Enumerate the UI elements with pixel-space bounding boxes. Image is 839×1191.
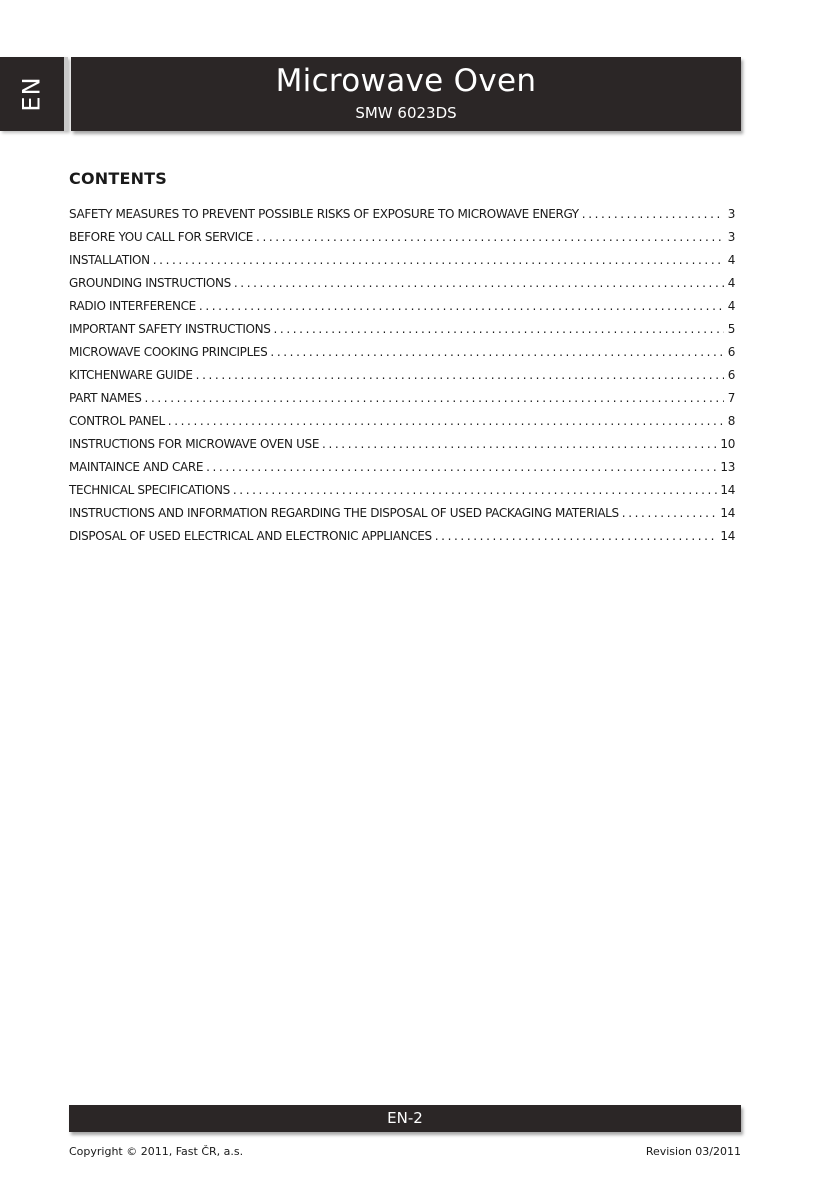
toc-leader-dots [622,506,718,520]
toc-leader-dots [256,230,724,244]
toc-entry-title: SAFETY MEASURES TO PREVENT POSSIBLE RISKS OF EXPOSURE TO MICROWAVE ENERGY [69,207,579,221]
page-number: EN-2 [387,1109,423,1127]
toc-entry-title: TECHNICAL SPECIFICATIONS [69,483,230,497]
toc-entry-title: RADIO INTERFERENCE [69,299,196,313]
document-title: Microwave Oven [275,63,537,99]
toc-entry[interactable] [69,483,735,506]
toc-entry-title: INSTALLATION [69,253,150,267]
toc-entry[interactable] [69,230,735,253]
page-number-bar [69,1105,741,1132]
toc-entry-page: 6 [727,345,735,359]
toc-entry-page: 5 [727,322,735,336]
toc-entry-title: DISPOSAL OF USED ELECTRICAL AND ELECTRONIC APPLIANCES [69,529,432,543]
toc-entry-page: 4 [727,299,735,313]
language-tab [0,57,68,131]
toc-entry-page: 14 [720,529,735,543]
copyright-text: Copyright © 2011, Fast ČR, a.s. [69,1145,244,1158]
toc-leader-dots [145,391,724,405]
toc-entry-page: 6 [727,368,735,382]
toc-leader-dots [168,414,724,428]
toc-entry-page: 4 [727,253,735,267]
model-number: SMW 6023DS [355,104,457,122]
toc-entry-page: 3 [727,230,735,244]
toc-entry-page: 7 [727,391,735,405]
language-label: EN [18,76,46,112]
revision-text: Revision 03/2011 [645,1145,741,1158]
toc-entry-page: 13 [720,460,735,474]
toc-entry[interactable] [69,437,735,460]
toc-leader-dots [274,322,725,336]
toc-entry[interactable] [69,368,735,391]
toc-entry[interactable] [69,414,735,437]
table-of-contents [69,207,735,552]
toc-entry[interactable] [69,322,735,345]
toc-entry-page: 3 [727,207,735,221]
toc-entry-title: BEFORE YOU CALL FOR SERVICE [69,230,254,244]
toc-leader-dots [234,276,724,290]
toc-entry[interactable] [69,207,735,230]
toc-entry-title: INSTRUCTIONS FOR MICROWAVE OVEN USE [69,437,320,451]
toc-leader-dots [322,437,717,451]
toc-entry-title: MICROWAVE COOKING PRINCIPLES [69,345,268,359]
toc-entry-title: INSTRUCTIONS AND INFORMATION REGARDING THE DISPOSAL OF USED PACKAGING MATERIALS [69,506,619,520]
contents-heading: CONTENTS [69,169,168,188]
toc-entry[interactable] [69,460,735,483]
toc-leader-dots [199,299,724,313]
toc-entry[interactable] [69,391,735,414]
toc-entry-title: IMPORTANT SAFETY INSTRUCTIONS [69,322,271,336]
toc-entry-title: PART NAMES [69,391,142,405]
toc-leader-dots [196,368,724,382]
toc-leader-dots [435,529,718,543]
toc-leader-dots [206,460,717,474]
toc-leader-dots [270,345,724,359]
toc-entry[interactable] [69,299,735,322]
toc-leader-dots [153,253,724,267]
toc-entry[interactable] [69,506,735,529]
toc-entry[interactable] [69,529,735,552]
toc-entry-title: CONTROL PANEL [69,414,165,428]
toc-entry-title: GROUNDING INSTRUCTIONS [69,276,231,290]
toc-entry[interactable] [69,345,735,368]
toc-entry-title: MAINTAINCE AND CARE [69,460,204,474]
toc-entry-page: 14 [720,506,735,520]
toc-entry-page: 10 [720,437,735,451]
toc-entry-page: 8 [727,414,735,428]
toc-entry-page: 14 [720,483,735,497]
toc-entry[interactable] [69,276,735,299]
document-header [71,57,741,131]
toc-leader-dots [582,207,724,221]
toc-entry-page: 4 [727,276,735,290]
toc-entry[interactable] [69,253,735,276]
toc-leader-dots [233,483,718,497]
toc-entry-title: KITCHENWARE GUIDE [69,368,193,382]
